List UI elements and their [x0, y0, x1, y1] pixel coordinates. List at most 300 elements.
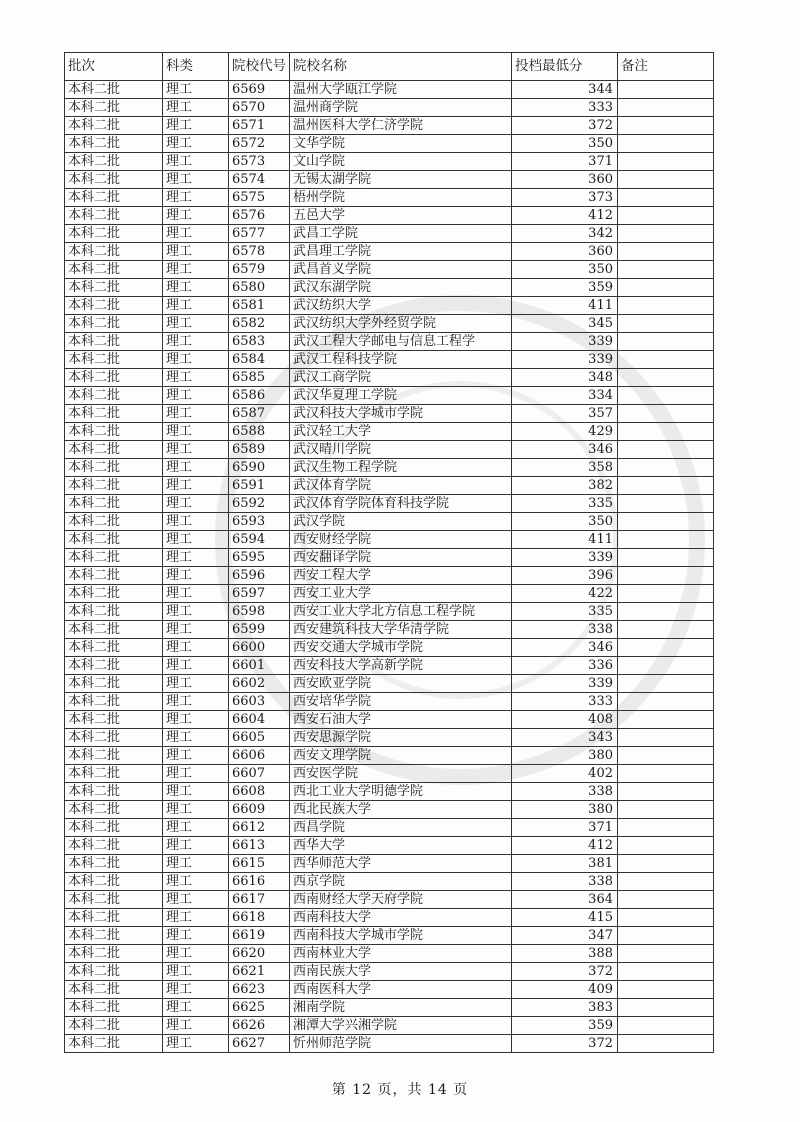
category-cell: 理工: [163, 801, 229, 819]
table-row: [65, 189, 714, 207]
table-row: [65, 747, 714, 765]
table-row: [65, 855, 714, 873]
table-row: [65, 405, 714, 423]
category-cell: 理工: [163, 603, 229, 621]
school-name-cell: 武汉体育学院: [290, 477, 512, 495]
school-code-cell: 6602: [229, 675, 290, 693]
school-name-cell: 武汉晴川学院: [290, 441, 512, 459]
min-score-cell: 372: [512, 963, 618, 981]
table-row: [65, 945, 714, 963]
school-code-cell: 6570: [229, 99, 290, 117]
category-cell: 理工: [163, 333, 229, 351]
min-score-cell: 338: [512, 873, 618, 891]
remarks-cell: [618, 279, 714, 297]
category-cell: 理工: [163, 225, 229, 243]
remarks-cell: [618, 963, 714, 981]
min-score-cell: 358: [512, 459, 618, 477]
remarks-cell: [618, 117, 714, 135]
category-cell: 理工: [163, 729, 229, 747]
school-name-cell: 西南科技大学: [290, 909, 512, 927]
category-cell: 理工: [163, 981, 229, 999]
table-row: [65, 495, 714, 513]
table-row: [65, 117, 714, 135]
school-code-cell: 6591: [229, 477, 290, 495]
school-name-cell: 西安医学院: [290, 765, 512, 783]
min-score-cell: 348: [512, 369, 618, 387]
min-score-cell: 343: [512, 729, 618, 747]
batch-cell: 本科二批: [65, 1035, 163, 1053]
batch-cell: 本科二批: [65, 387, 163, 405]
school-code-cell: 6620: [229, 945, 290, 963]
batch-cell: 本科二批: [65, 81, 163, 99]
school-code-cell: 6572: [229, 135, 290, 153]
min-score-cell: 333: [512, 693, 618, 711]
school-name-cell: 西安翻译学院: [290, 549, 512, 567]
school-name-cell: 武汉科技大学城市学院: [290, 405, 512, 423]
school-name-cell: 西安交通大学城市学院: [290, 639, 512, 657]
table-row: [65, 297, 714, 315]
school-name-cell: 西昌学院: [290, 819, 512, 837]
min-score-cell: 346: [512, 441, 618, 459]
remarks-cell: [618, 981, 714, 999]
min-score-cell: 339: [512, 333, 618, 351]
batch-cell: 本科二批: [65, 1017, 163, 1035]
batch-cell: 本科二批: [65, 477, 163, 495]
category-cell: 理工: [163, 99, 229, 117]
school-name-cell: 西南财经大学天府学院: [290, 891, 512, 909]
school-name-cell: 武汉工商学院: [290, 369, 512, 387]
remarks-cell: [618, 99, 714, 117]
min-score-cell: 396: [512, 567, 618, 585]
min-score-cell: 357: [512, 405, 618, 423]
batch-cell: 本科二批: [65, 711, 163, 729]
school-name-cell: 梧州学院: [290, 189, 512, 207]
batch-cell: 本科二批: [65, 729, 163, 747]
school-name-cell: 西北工业大学明德学院: [290, 783, 512, 801]
table-row: [65, 927, 714, 945]
school-name-cell: 西安财经学院: [290, 531, 512, 549]
school-name-cell: 西南科技大学城市学院: [290, 927, 512, 945]
min-score-cell: 411: [512, 531, 618, 549]
school-name-cell: 武汉轻工大学: [290, 423, 512, 441]
school-code-cell: 6578: [229, 243, 290, 261]
table-row: [65, 423, 714, 441]
header-category: 科类: [163, 53, 229, 81]
table-row: [65, 369, 714, 387]
school-name-cell: 武汉学院: [290, 513, 512, 531]
header-school-code: 院校代号: [229, 53, 290, 81]
remarks-cell: [618, 531, 714, 549]
school-name-cell: 武昌理工学院: [290, 243, 512, 261]
school-code-cell: 6617: [229, 891, 290, 909]
category-cell: 理工: [163, 567, 229, 585]
school-code-cell: 6582: [229, 315, 290, 333]
school-code-cell: 6608: [229, 783, 290, 801]
batch-cell: 本科二批: [65, 981, 163, 999]
table-row: [65, 675, 714, 693]
school-name-cell: 西南民族大学: [290, 963, 512, 981]
remarks-cell: [618, 423, 714, 441]
school-name-cell: 武汉华夏理工学院: [290, 387, 512, 405]
remarks-cell: [618, 801, 714, 819]
category-cell: 理工: [163, 855, 229, 873]
batch-cell: 本科二批: [65, 297, 163, 315]
category-cell: 理工: [163, 171, 229, 189]
school-code-cell: 6597: [229, 585, 290, 603]
school-name-cell: 武汉工程科技学院: [290, 351, 512, 369]
remarks-cell: [618, 441, 714, 459]
min-score-cell: 350: [512, 135, 618, 153]
category-cell: 理工: [163, 513, 229, 531]
min-score-cell: 339: [512, 549, 618, 567]
category-cell: 理工: [163, 423, 229, 441]
batch-cell: 本科二批: [65, 927, 163, 945]
school-name-cell: 西华师范大学: [290, 855, 512, 873]
remarks-cell: [618, 243, 714, 261]
category-cell: 理工: [163, 117, 229, 135]
school-code-cell: 6594: [229, 531, 290, 549]
category-cell: 理工: [163, 927, 229, 945]
min-score-cell: 381: [512, 855, 618, 873]
table-row: [65, 513, 714, 531]
min-score-cell: 422: [512, 585, 618, 603]
table-row: [65, 765, 714, 783]
school-name-cell: 武汉生物工程学院: [290, 459, 512, 477]
table-row: [65, 171, 714, 189]
batch-cell: 本科二批: [65, 369, 163, 387]
school-name-cell: 武昌首义学院: [290, 261, 512, 279]
remarks-cell: [618, 873, 714, 891]
category-cell: 理工: [163, 297, 229, 315]
remarks-cell: [618, 1017, 714, 1035]
min-score-cell: 415: [512, 909, 618, 927]
remarks-cell: [618, 297, 714, 315]
table-row: [65, 387, 714, 405]
table-row: [65, 99, 714, 117]
school-code-cell: 6625: [229, 999, 290, 1017]
table-row: [65, 567, 714, 585]
min-score-cell: 372: [512, 117, 618, 135]
category-cell: 理工: [163, 891, 229, 909]
school-code-cell: 6623: [229, 981, 290, 999]
category-cell: 理工: [163, 675, 229, 693]
remarks-cell: [618, 945, 714, 963]
school-code-cell: 6585: [229, 369, 290, 387]
min-score-cell: 333: [512, 99, 618, 117]
table-body: [65, 81, 714, 1053]
min-score-cell: 344: [512, 81, 618, 99]
category-cell: 理工: [163, 243, 229, 261]
table-row: [65, 315, 714, 333]
remarks-cell: [618, 909, 714, 927]
school-code-cell: 6621: [229, 963, 290, 981]
school-name-cell: 武汉工程大学邮电与信息工程学: [290, 333, 512, 351]
table-row: [65, 711, 714, 729]
remarks-cell: [618, 837, 714, 855]
remarks-cell: [618, 261, 714, 279]
min-score-cell: 350: [512, 513, 618, 531]
batch-cell: 本科二批: [65, 549, 163, 567]
min-score-cell: 359: [512, 1017, 618, 1035]
school-name-cell: 温州商学院: [290, 99, 512, 117]
school-name-cell: 温州医科大学仁济学院: [290, 117, 512, 135]
table-row: [65, 531, 714, 549]
min-score-cell: 339: [512, 351, 618, 369]
remarks-cell: [618, 819, 714, 837]
school-code-cell: 6605: [229, 729, 290, 747]
category-cell: 理工: [163, 387, 229, 405]
admission-score-table: [64, 52, 714, 1053]
table-row: [65, 819, 714, 837]
min-score-cell: 402: [512, 765, 618, 783]
batch-cell: 本科二批: [65, 567, 163, 585]
school-name-cell: 西南医科大学: [290, 981, 512, 999]
school-code-cell: 6593: [229, 513, 290, 531]
min-score-cell: 380: [512, 747, 618, 765]
remarks-cell: [618, 675, 714, 693]
table-row: [65, 963, 714, 981]
batch-cell: 本科二批: [65, 405, 163, 423]
min-score-cell: 339: [512, 675, 618, 693]
table-row: [65, 783, 714, 801]
batch-cell: 本科二批: [65, 351, 163, 369]
school-code-cell: 6612: [229, 819, 290, 837]
batch-cell: 本科二批: [65, 189, 163, 207]
page-number: 第 12 页，共 14 页: [331, 1082, 469, 1098]
school-code-cell: 6575: [229, 189, 290, 207]
school-code-cell: 6603: [229, 693, 290, 711]
table-row: [65, 729, 714, 747]
batch-cell: 本科二批: [65, 693, 163, 711]
school-name-cell: 西安建筑科技大学华清学院: [290, 621, 512, 639]
category-cell: 理工: [163, 999, 229, 1017]
remarks-cell: [618, 477, 714, 495]
remarks-cell: [618, 207, 714, 225]
remarks-cell: [618, 351, 714, 369]
remarks-cell: [618, 999, 714, 1017]
remarks-cell: [618, 693, 714, 711]
min-score-cell: 408: [512, 711, 618, 729]
school-code-cell: 6609: [229, 801, 290, 819]
school-name-cell: 西安工业大学北方信息工程学院: [290, 603, 512, 621]
school-code-cell: 6595: [229, 549, 290, 567]
school-code-cell: 6618: [229, 909, 290, 927]
batch-cell: 本科二批: [65, 945, 163, 963]
remarks-cell: [618, 369, 714, 387]
table-row: [65, 801, 714, 819]
remarks-cell: [618, 333, 714, 351]
school-name-cell: 西安工业大学: [290, 585, 512, 603]
category-cell: 理工: [163, 495, 229, 513]
table-row: [65, 621, 714, 639]
school-code-cell: 6576: [229, 207, 290, 225]
school-code-cell: 6600: [229, 639, 290, 657]
remarks-cell: [618, 549, 714, 567]
table-row: [65, 999, 714, 1017]
remarks-cell: [618, 927, 714, 945]
table-row: [65, 477, 714, 495]
category-cell: 理工: [163, 261, 229, 279]
batch-cell: 本科二批: [65, 621, 163, 639]
min-score-cell: 338: [512, 783, 618, 801]
school-code-cell: 6626: [229, 1017, 290, 1035]
header-min-score: 投档最低分: [512, 53, 618, 81]
school-name-cell: 西安培华学院: [290, 693, 512, 711]
batch-cell: 本科二批: [65, 495, 163, 513]
batch-cell: 本科二批: [65, 999, 163, 1017]
school-name-cell: 湘南学院: [290, 999, 512, 1017]
remarks-cell: [618, 711, 714, 729]
school-name-cell: 西北民族大学: [290, 801, 512, 819]
batch-cell: 本科二批: [65, 837, 163, 855]
table-row: [65, 585, 714, 603]
school-code-cell: 6573: [229, 153, 290, 171]
school-code-cell: 6604: [229, 711, 290, 729]
table-row: [65, 657, 714, 675]
remarks-cell: [618, 459, 714, 477]
category-cell: 理工: [163, 621, 229, 639]
school-code-cell: 6615: [229, 855, 290, 873]
table-row: [65, 243, 714, 261]
batch-cell: 本科二批: [65, 909, 163, 927]
category-cell: 理工: [163, 477, 229, 495]
header-school-name: 院校名称: [290, 53, 512, 81]
remarks-cell: [618, 1035, 714, 1053]
category-cell: 理工: [163, 1017, 229, 1035]
category-cell: 理工: [163, 585, 229, 603]
batch-cell: 本科二批: [65, 855, 163, 873]
min-score-cell: 364: [512, 891, 618, 909]
min-score-cell: 335: [512, 603, 618, 621]
school-name-cell: 湘潭大学兴湘学院: [290, 1017, 512, 1035]
remarks-cell: [618, 855, 714, 873]
min-score-cell: 359: [512, 279, 618, 297]
school-name-cell: 无锡太湖学院: [290, 171, 512, 189]
category-cell: 理工: [163, 873, 229, 891]
remarks-cell: [618, 765, 714, 783]
min-score-cell: 412: [512, 207, 618, 225]
category-cell: 理工: [163, 531, 229, 549]
school-code-cell: 6613: [229, 837, 290, 855]
batch-cell: 本科二批: [65, 315, 163, 333]
category-cell: 理工: [163, 207, 229, 225]
min-score-cell: 382: [512, 477, 618, 495]
category-cell: 理工: [163, 711, 229, 729]
remarks-cell: [618, 387, 714, 405]
category-cell: 理工: [163, 657, 229, 675]
school-name-cell: 西安欧亚学院: [290, 675, 512, 693]
min-score-cell: 345: [512, 315, 618, 333]
batch-cell: 本科二批: [65, 963, 163, 981]
school-code-cell: 6581: [229, 297, 290, 315]
category-cell: 理工: [163, 135, 229, 153]
school-name-cell: 西京学院: [290, 873, 512, 891]
table-row: [65, 639, 714, 657]
school-name-cell: 武汉东湖学院: [290, 279, 512, 297]
school-name-cell: 西南林业大学: [290, 945, 512, 963]
school-code-cell: 6606: [229, 747, 290, 765]
school-code-cell: 6601: [229, 657, 290, 675]
header-remarks: 备注: [618, 53, 714, 81]
min-score-cell: 412: [512, 837, 618, 855]
batch-cell: 本科二批: [65, 261, 163, 279]
school-name-cell: 武汉纺织大学外经贸学院: [290, 315, 512, 333]
batch-cell: 本科二批: [65, 585, 163, 603]
table-row: [65, 135, 714, 153]
min-score-cell: 429: [512, 423, 618, 441]
category-cell: 理工: [163, 189, 229, 207]
batch-cell: 本科二批: [65, 531, 163, 549]
min-score-cell: 388: [512, 945, 618, 963]
batch-cell: 本科二批: [65, 171, 163, 189]
school-code-cell: 6580: [229, 279, 290, 297]
remarks-cell: [618, 747, 714, 765]
table-row: [65, 873, 714, 891]
school-code-cell: 6571: [229, 117, 290, 135]
school-code-cell: 6590: [229, 459, 290, 477]
remarks-cell: [618, 891, 714, 909]
min-score-cell: 347: [512, 927, 618, 945]
min-score-cell: 383: [512, 999, 618, 1017]
category-cell: 理工: [163, 351, 229, 369]
category-cell: 理工: [163, 369, 229, 387]
table-row: [65, 333, 714, 351]
remarks-cell: [618, 81, 714, 99]
batch-cell: 本科二批: [65, 243, 163, 261]
category-cell: 理工: [163, 909, 229, 927]
school-name-cell: 西安文理学院: [290, 747, 512, 765]
table-row: [65, 549, 714, 567]
batch-cell: 本科二批: [65, 891, 163, 909]
school-name-cell: 武昌工学院: [290, 225, 512, 243]
table-row: [65, 351, 714, 369]
table-row: [65, 1017, 714, 1035]
school-code-cell: 6588: [229, 423, 290, 441]
batch-cell: 本科二批: [65, 207, 163, 225]
school-name-cell: 忻州师范学院: [290, 1035, 512, 1053]
min-score-cell: 411: [512, 297, 618, 315]
min-score-cell: 342: [512, 225, 618, 243]
school-code-cell: 6619: [229, 927, 290, 945]
min-score-cell: 334: [512, 387, 618, 405]
remarks-cell: [618, 135, 714, 153]
min-score-cell: 371: [512, 819, 618, 837]
batch-cell: 本科二批: [65, 675, 163, 693]
batch-cell: 本科二批: [65, 819, 163, 837]
school-code-cell: 6577: [229, 225, 290, 243]
table-row: [65, 603, 714, 621]
remarks-cell: [618, 171, 714, 189]
category-cell: 理工: [163, 963, 229, 981]
header-batch: 批次: [65, 53, 163, 81]
table-row: [65, 225, 714, 243]
table-row: [65, 981, 714, 999]
school-name-cell: 西安工程大学: [290, 567, 512, 585]
school-code-cell: 6574: [229, 171, 290, 189]
school-name-cell: 武汉体育学院体育科技学院: [290, 495, 512, 513]
batch-cell: 本科二批: [65, 801, 163, 819]
category-cell: 理工: [163, 837, 229, 855]
remarks-cell: [618, 603, 714, 621]
school-code-cell: 6627: [229, 1035, 290, 1053]
category-cell: 理工: [163, 279, 229, 297]
batch-cell: 本科二批: [65, 441, 163, 459]
min-score-cell: 372: [512, 1035, 618, 1053]
remarks-cell: [618, 783, 714, 801]
school-name-cell: 西安思源学院: [290, 729, 512, 747]
school-code-cell: 6587: [229, 405, 290, 423]
batch-cell: 本科二批: [65, 117, 163, 135]
